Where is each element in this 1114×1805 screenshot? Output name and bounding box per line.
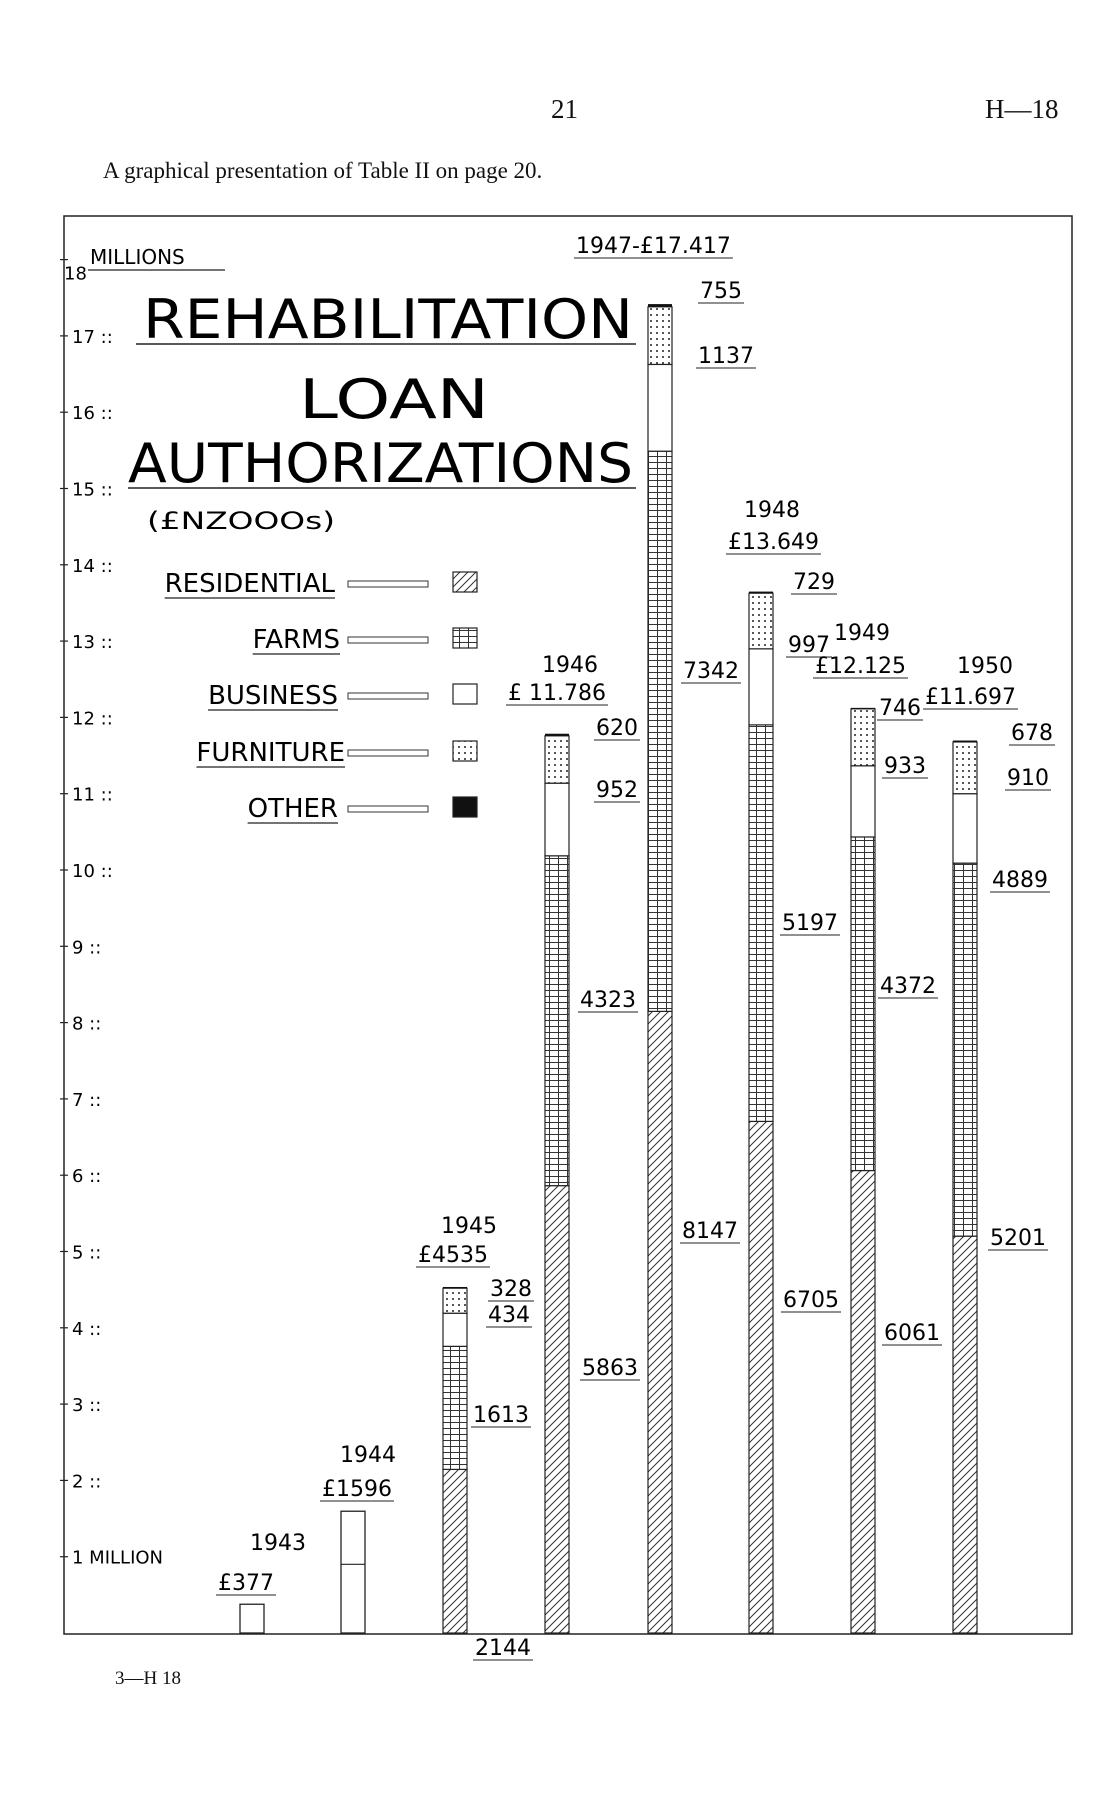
segment-value-label: 7342 <box>683 659 739 684</box>
bar-segment <box>545 734 569 736</box>
legend-leader <box>348 750 428 756</box>
segment-value-label: 997 <box>788 633 830 658</box>
bar-year-label: 1950 <box>957 654 1013 679</box>
bar-segment <box>443 1346 467 1469</box>
bar-segment <box>443 1313 467 1346</box>
bar-total-label: £1596 <box>322 1477 392 1502</box>
bar-year-label: 1946 <box>542 653 598 678</box>
bar-total-label: £11.697 <box>925 685 1016 710</box>
y-tick-label: 18 <box>64 263 87 285</box>
bar-segment <box>545 783 569 856</box>
bar-segment <box>545 1186 569 1633</box>
page-number: 21 <box>551 94 578 124</box>
segment-value-label: 5197 <box>782 911 838 936</box>
bar-segment <box>749 649 773 725</box>
bar-segment <box>851 837 875 1171</box>
bar-year-label: 1944 <box>340 1443 396 1468</box>
bar-segment <box>648 364 672 451</box>
bar-segment <box>341 1511 365 1633</box>
segment-value-label: 6705 <box>783 1288 839 1313</box>
bar-segment <box>443 1288 467 1313</box>
y-tick-label: 7 :: <box>72 1089 102 1111</box>
bar-segment <box>851 1171 875 1633</box>
bar-total-label: £ 11.786 <box>508 681 606 706</box>
bar-segment <box>953 1236 977 1633</box>
bar-segment <box>749 592 773 594</box>
segment-value-label: 5201 <box>990 1226 1046 1251</box>
y-axis-label: MILLIONS <box>90 245 185 269</box>
legend-swatch <box>453 797 477 817</box>
bar-segment <box>443 1287 467 1288</box>
y-tick-label: 13 :: <box>72 632 113 654</box>
segment-value-label: 933 <box>884 754 926 779</box>
segment-value-label: 729 <box>793 570 835 595</box>
legend-label: OTHER <box>247 794 338 824</box>
y-tick-label: 6 :: <box>72 1166 102 1188</box>
bar-segment <box>851 709 875 766</box>
segment-value-label: 8147 <box>682 1219 738 1244</box>
bar-segment <box>953 863 977 1236</box>
bar-segment <box>545 736 569 783</box>
y-tick-label: 10 :: <box>72 861 113 882</box>
bar-total-label: £12.125 <box>815 654 906 679</box>
y-tick-label: 1 MILLION <box>72 1547 164 1569</box>
segment-value-label: 2144 <box>475 1636 531 1661</box>
bar-segment <box>648 307 672 365</box>
segment-value-label: 746 <box>879 696 921 721</box>
legend-label: BUSINESS <box>208 681 338 711</box>
segment-value-label: 5863 <box>582 1356 638 1381</box>
bar-segment <box>648 451 672 1011</box>
y-tick-label: 14 :: <box>72 555 113 577</box>
unit-label: (£NZOOOs) <box>147 507 335 535</box>
legend <box>165 569 477 824</box>
y-tick-label: 17 :: <box>72 326 113 348</box>
y-tick-label: 15 :: <box>72 479 113 501</box>
segment-value-label: 678 <box>1011 721 1053 746</box>
y-tick-label: 3 :: <box>72 1395 102 1417</box>
bar-total-label: £13.649 <box>728 530 819 555</box>
segment-value-label: 620 <box>596 716 638 741</box>
segment-value-label: 755 <box>700 279 742 304</box>
legend-swatch <box>453 741 477 761</box>
y-tick-label: 4 :: <box>72 1318 102 1340</box>
legend-swatch <box>453 628 477 648</box>
chart-title-line-1: REHABILITATION <box>143 288 633 351</box>
bar-segment <box>749 1121 773 1633</box>
legend-label: FURNITURE <box>196 738 345 768</box>
segment-value-label: 4889 <box>992 868 1048 893</box>
document-reference: H—18 <box>985 94 1059 124</box>
segment-value-label: 434 <box>488 1303 530 1328</box>
legend-swatch <box>453 684 477 704</box>
bar-segment <box>851 708 875 709</box>
segment-value-label: 4323 <box>580 988 636 1013</box>
segment-value-label: 910 <box>1007 766 1049 791</box>
bar-segment <box>545 856 569 1186</box>
legend-swatch <box>453 572 477 592</box>
chart-title-line-2: LOAN <box>299 368 489 431</box>
legend-leader <box>348 581 428 587</box>
figure-caption: A graphical presentation of Table II on page 20. <box>103 158 543 183</box>
bar-total-label: £4535 <box>418 1243 488 1268</box>
y-tick-label: 2 :: <box>72 1471 102 1493</box>
bar-year-label: 1943 <box>250 1531 306 1556</box>
bar-year-label: 1949 <box>834 621 890 646</box>
bar-segment <box>749 593 773 649</box>
bar-year-label: 1948 <box>744 498 800 523</box>
segment-value-label: 1613 <box>473 1403 529 1428</box>
y-tick-label: 9 :: <box>72 937 102 959</box>
bar-segment <box>648 304 672 307</box>
bar-segment <box>953 742 977 794</box>
bar-segment <box>240 1604 264 1633</box>
segment-value-label: 4372 <box>880 974 936 999</box>
y-tick-label: 12 :: <box>72 708 113 730</box>
legend-leader <box>348 637 428 643</box>
y-tick-label: 11 :: <box>72 784 113 806</box>
bar-year-label: 1945 <box>441 1214 497 1239</box>
y-tick-label: 8 :: <box>72 1013 102 1035</box>
bars-group <box>240 304 977 1633</box>
legend-label: FARMS <box>252 625 340 655</box>
y-tick-label: 5 :: <box>72 1242 102 1264</box>
segment-value-label: 1137 <box>698 344 754 369</box>
bar-total-label: £377 <box>218 1571 274 1596</box>
bar-segment <box>648 1011 672 1633</box>
segment-value-label: 952 <box>596 778 638 803</box>
chart-title-line-3: AUTHORIZATIONS <box>128 432 633 495</box>
legend-leader <box>348 806 428 812</box>
bar-segment <box>443 1469 467 1633</box>
legend-leader <box>348 693 428 699</box>
bar-segment <box>749 725 773 1122</box>
bar-segment <box>851 766 875 837</box>
segment-value-label: 328 <box>490 1277 532 1302</box>
y-tick-label: 16 :: <box>72 403 113 425</box>
legend-label: RESIDENTIAL <box>164 569 335 599</box>
bar-total-label: 1947-£17.417 <box>576 234 731 259</box>
bar-segment <box>953 794 977 863</box>
page-footer: 3—H 18 <box>115 1668 181 1689</box>
bar-segment <box>953 741 977 742</box>
segment-value-label: 6061 <box>884 1321 940 1346</box>
